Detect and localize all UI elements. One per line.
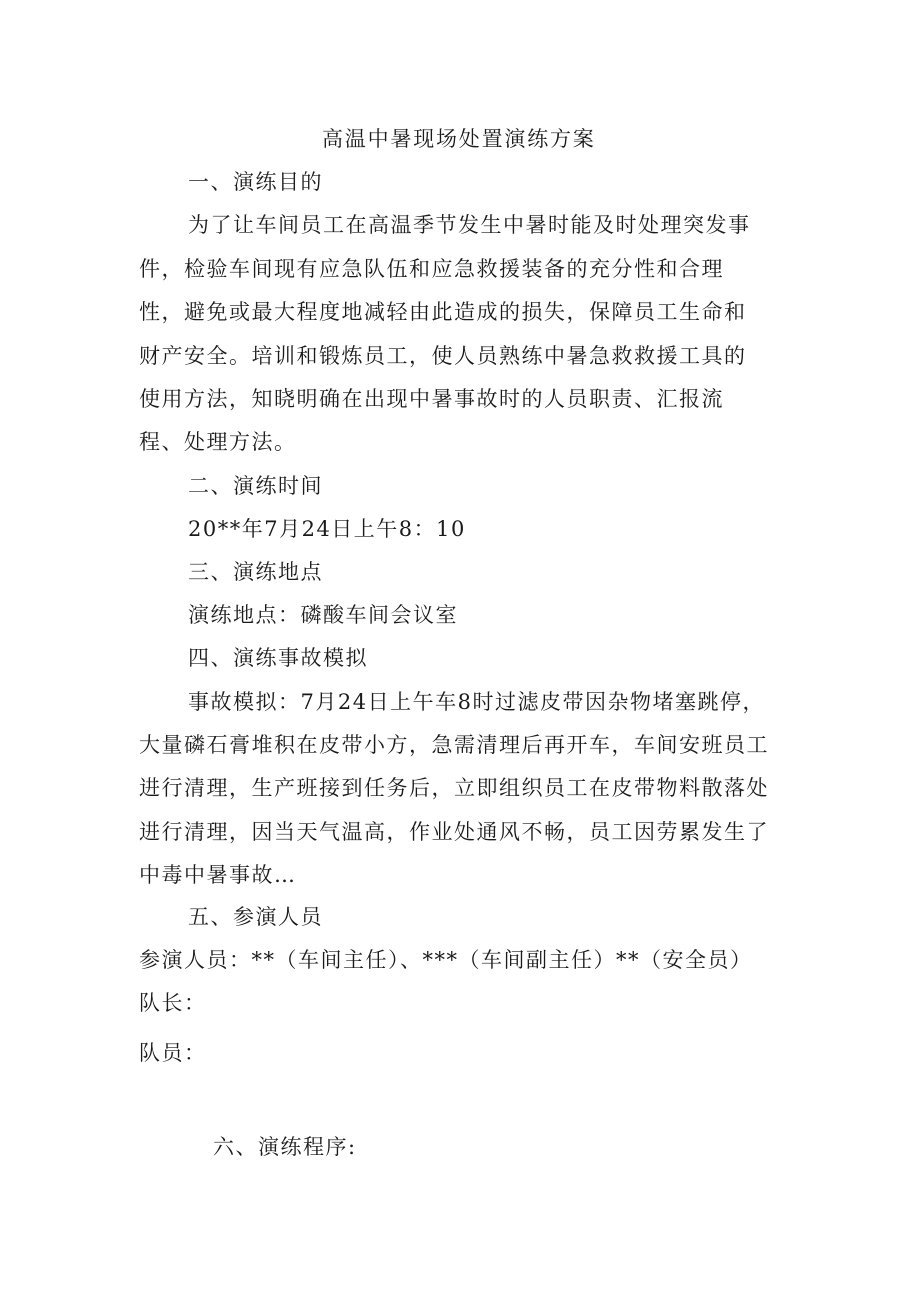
paragraph-line: 财产安全。培训和锻炼员工，使人员熟练中暑急救救援工具的 xyxy=(139,344,747,368)
paragraph-line: 进行清理，因当天气温高，作业处通风不畅，员工因劳累发生了 xyxy=(139,820,769,844)
document-title: 高温中暑现场处置演练方案 xyxy=(322,127,596,151)
paragraph-line: 为了让车间员工在高温季节发生中暑时能及时处理突发事 xyxy=(188,213,751,237)
section-heading-participants: 五、参演人员 xyxy=(188,905,323,929)
paragraph-line: 程、处理方法。 xyxy=(139,430,297,454)
section-heading-location: 三、演练地点 xyxy=(188,560,323,584)
section-heading-procedure: 六、演练程序: xyxy=(213,1135,357,1159)
paragraph-line: 性，避免或最大程度地减轻由此造成的损失，保障员工生命和 xyxy=(139,300,747,324)
drill-location-value: 演练地点：磷酸车间会议室 xyxy=(188,603,458,627)
section-heading-time: 二、演练时间 xyxy=(188,474,323,498)
paragraph-line: 事故模拟：7月24日上午车8时过滤皮带因杂物堵塞跳停， xyxy=(188,690,765,714)
members-line: 队员： xyxy=(139,1041,207,1065)
paragraph-line: 件，检验车间现有应急队伍和应急救援装备的充分性和合理 xyxy=(139,257,724,281)
section-heading-scenario: 四、演练事故模拟 xyxy=(188,646,368,670)
drill-time-value: 20**年7月24日上午8：10 xyxy=(188,517,466,541)
captain-line: 队长： xyxy=(139,991,207,1015)
paragraph-line: 使用方法，知晓明确在出现中暑事故时的人员职责、汇报流 xyxy=(139,387,724,411)
paragraph-line: 大量磷石膏堆积在皮带小方，急需清理后再开车，车间安班员工 xyxy=(139,733,769,757)
paragraph-line: 进行清理，生产班接到任务后，立即组织员工在皮带物料散落处 xyxy=(139,776,769,800)
section-heading-purpose: 一、演练目的 xyxy=(188,170,323,194)
paragraph-line: 中毒中暑事故… xyxy=(139,863,297,887)
participants-line: 参演人员：**（车间主任）、***（车间副主任）**（安全员） xyxy=(139,948,753,972)
